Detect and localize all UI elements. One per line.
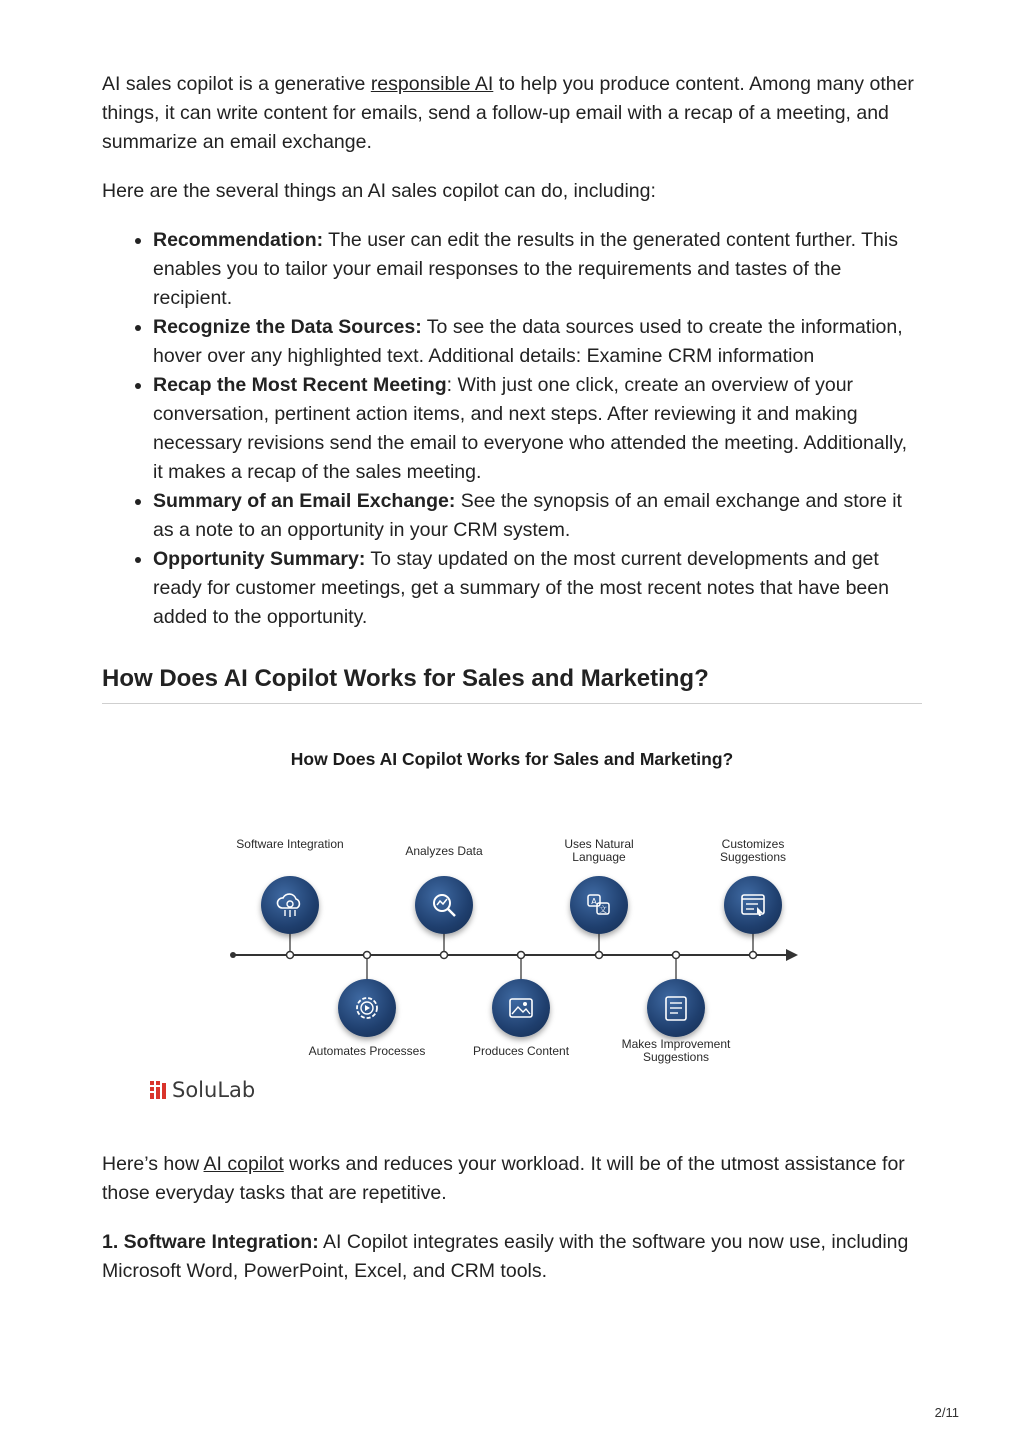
list-item-text: See the synopsis of an email exchange and store it as a note to an opportunity in your CRM system. bbox=[153, 490, 902, 541]
step-uses-natural-language bbox=[570, 876, 628, 934]
software-integration-paragraph bbox=[102, 1228, 922, 1286]
list-item bbox=[153, 226, 922, 313]
step-label-customizes-suggestions: Customizes Suggestions bbox=[719, 837, 787, 864]
magnifier-chart-icon bbox=[427, 888, 461, 922]
list-item-text: To stay updated on the most current developments and get ready for customer meetings, get a summary of the most recent notes that have been added to the opportunity. bbox=[153, 548, 889, 628]
step-label-software-integration: Software Integration bbox=[236, 837, 344, 851]
article-body bbox=[102, 70, 922, 1286]
intro-paragraph bbox=[102, 70, 922, 157]
how-it-works-paragraph bbox=[102, 1150, 922, 1208]
section-heading: How Does AI Copilot Works for Sales and Marketing? bbox=[102, 664, 922, 704]
list-item bbox=[153, 545, 922, 632]
list-item bbox=[153, 313, 922, 371]
list-item-term: Opportunity Summary: bbox=[153, 548, 366, 570]
step-makes-improvement-suggestions bbox=[647, 979, 705, 1037]
gear-play-icon bbox=[350, 991, 384, 1025]
infographic-title: How Does AI Copilot Works for Sales and Marketing? bbox=[290, 749, 734, 769]
checklist-icon bbox=[659, 991, 693, 1025]
infographic bbox=[102, 722, 922, 1122]
list-item-term: Recap the Most Recent Meeting bbox=[153, 374, 447, 396]
list-item-term: Recommendation: bbox=[153, 229, 324, 251]
step-label-automates-processes: Automates Processes bbox=[308, 1044, 426, 1058]
image-content-icon bbox=[504, 991, 538, 1025]
step-produces-content bbox=[492, 979, 550, 1037]
list-item bbox=[153, 371, 922, 487]
settings-window-icon bbox=[736, 888, 770, 922]
solulab-logo-icon bbox=[150, 1081, 166, 1099]
step-label-makes-improvement-suggestions: Makes Improvement Suggestions bbox=[621, 1037, 731, 1064]
list-item-text: To see the data sources used to create the information, hover over any highlighted text. Additional details: Examine CRM information bbox=[153, 316, 903, 367]
page-number: 2/11 bbox=[934, 1405, 959, 1420]
ai-copilot-link[interactable]: AI copilot bbox=[203, 1153, 284, 1175]
step-software-integration bbox=[261, 876, 319, 934]
step-label-produces-content: Produces Content bbox=[472, 1044, 570, 1058]
para3-text-end: works and reduces your workload. It will be of the utmost assistance for those everyday tasks that are repetitive. bbox=[102, 1153, 905, 1204]
svg-text:A: A bbox=[591, 897, 597, 906]
step-customizes-suggestions bbox=[724, 876, 782, 934]
intro-text-end: to help you produce content. Among many other things, it can write content for emails, send a follow-up email with a recap of a meeting, and summarize an email exchange. bbox=[102, 73, 914, 153]
translate-icon bbox=[582, 888, 616, 922]
list-item bbox=[153, 487, 922, 545]
intro-text-start: AI sales copilot is a generative bbox=[102, 73, 371, 95]
list-item-text: The user can edit the results in the generated content further. This enables you to tailor your email responses to the requirements and tastes of the recipient. bbox=[153, 229, 898, 309]
features-list bbox=[102, 226, 922, 632]
para4-text: AI Copilot integrates easily with the software you now use, including Microsoft Word, PowerPoint, Excel, and CRM tools. bbox=[102, 1231, 909, 1282]
timeline-line bbox=[102, 722, 922, 1122]
para3-text-start: Here’s how bbox=[102, 1153, 204, 1175]
list-item-term: Summary of an Email Exchange: bbox=[153, 490, 456, 512]
step-label-analyzes-data: Analyzes Data bbox=[405, 844, 483, 858]
svg-text:文: 文 bbox=[599, 905, 607, 914]
step-automates-processes bbox=[338, 979, 396, 1037]
brand-name: SoluLab bbox=[172, 1078, 256, 1102]
responsible-ai-link[interactable]: responsible AI bbox=[370, 73, 494, 95]
list-intro: Here are the several things an AI sales copilot can do, including: bbox=[102, 180, 656, 202]
cloud-gear-icon bbox=[273, 888, 307, 922]
list-item-text: : With just one click, create an overview of your conversation, pertinent action items, and next steps. After reviewing it and making necessary revisions send the email to everyone who attended the meeting. Additionally, it makes a recap of the sales meeting. bbox=[153, 374, 908, 483]
list-item-term: Recognize the Data Sources: bbox=[153, 316, 422, 338]
para4-term: 1. Software Integration: bbox=[102, 1231, 319, 1253]
step-analyzes-data bbox=[415, 876, 473, 934]
step-label-uses-natural-language: Uses Natural Language bbox=[564, 837, 634, 864]
solulab-logo bbox=[150, 1078, 255, 1102]
